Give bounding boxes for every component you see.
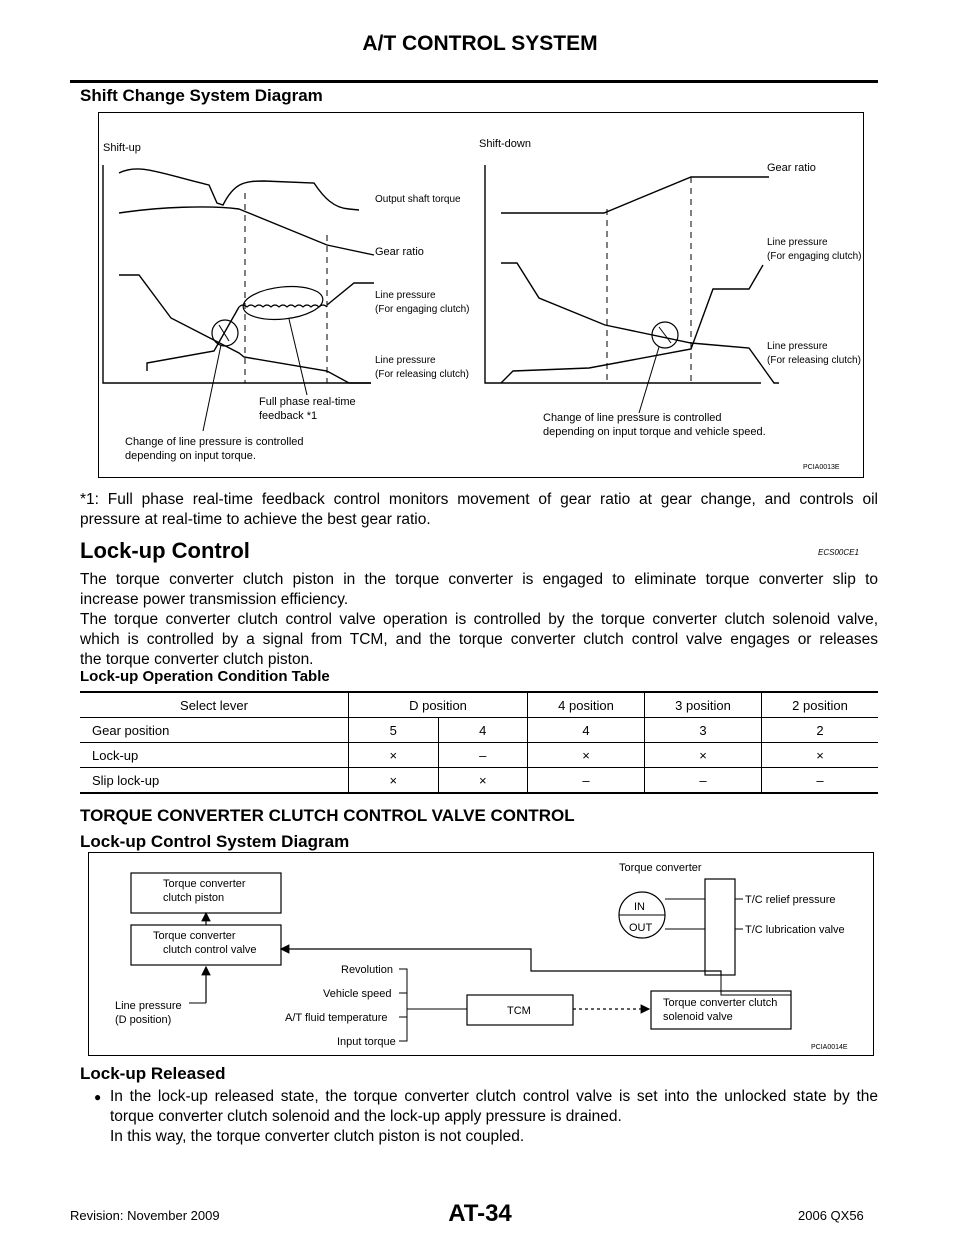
- header-rule: [70, 80, 878, 83]
- table-heading: Lock-up Operation Condition Table: [80, 668, 330, 685]
- lp-releasing-label-1: Line pressure: [375, 355, 436, 366]
- valve-label-2: clutch control valve: [163, 944, 257, 956]
- row-label: Lock-up: [80, 743, 349, 768]
- output-torque-label: Output shaft torque: [375, 194, 461, 205]
- page-title: A/T CONTROL SYSTEM: [362, 32, 598, 55]
- lubrication-label: T/C lubrication valve: [745, 924, 845, 936]
- header-d-position: D position: [349, 692, 528, 718]
- table-cell: –: [438, 743, 528, 768]
- table-cell: ×: [645, 743, 762, 768]
- feedback-label-1: Full phase real-time: [259, 396, 356, 408]
- footnote-line-1: *1: Full phase real-time feedback control monitors movement of gear ratio at gear change, and controls oil: [80, 491, 878, 508]
- released-heading: Lock-up Released: [80, 1064, 226, 1083]
- header-2-position: 2 position: [762, 692, 879, 718]
- vehicle-speed-label: Vehicle speed: [323, 988, 392, 1000]
- tcm-label: TCM: [507, 1005, 531, 1017]
- lockup-paragraphs: [80, 570, 878, 670]
- engaging-pressure-curve: [147, 307, 239, 371]
- table-cell: –: [645, 768, 762, 794]
- footnote: [80, 490, 878, 530]
- footer-model: 2006 QX56: [798, 1208, 864, 1223]
- right-axes: [485, 165, 761, 383]
- released-line-1: In the lock-up released state, the torque converter clutch control valve is set into the unlocked state by the: [110, 1088, 878, 1105]
- footer-page-number: AT-34: [448, 1200, 512, 1227]
- releasing-pressure-right-curve: [501, 263, 779, 383]
- table-row: [80, 768, 878, 794]
- feedback-label-2: feedback *1: [259, 410, 318, 422]
- output-torque-curve: [119, 169, 359, 210]
- tcc-heading: TORQUE CONVERTER CLUTCH CONTROL VALVE CONTROL: [80, 806, 575, 825]
- table-cell: 2: [762, 718, 879, 743]
- header-4-position: 4 position: [528, 692, 645, 718]
- para1-line2: increase power transmission efficiency.: [80, 591, 349, 608]
- table-cell: ×: [349, 768, 439, 794]
- fluid-temp-label: A/T fluid temperature: [285, 1012, 388, 1024]
- gear-ratio-right-label: Gear ratio: [767, 162, 816, 174]
- footnote-line-2: pressure at real-time to achieve the best gear ratio.: [80, 511, 431, 528]
- para2-line3: the torque converter clutch piston.: [80, 651, 314, 668]
- table-cell: ×: [438, 768, 528, 794]
- bullet-icon: ●: [94, 1090, 102, 1104]
- change-right-2: depending on input torque and vehicle speed.: [543, 426, 766, 438]
- gear-ratio-curve: [119, 207, 374, 255]
- solenoid-label-2: solenoid valve: [663, 1011, 733, 1023]
- lockup-heading: Lock-up Control: [80, 538, 250, 563]
- piston-label-2: clutch piston: [163, 892, 225, 904]
- shift-change-diagram: [98, 112, 864, 478]
- table-row: [80, 718, 878, 743]
- shift-diagram-heading: Shift Change System Diagram: [80, 86, 323, 105]
- row-label: Slip lock-up: [80, 768, 349, 794]
- lp-engaging-label-2: (For engaging clutch): [375, 304, 470, 315]
- line-pressure-label-2: (D position): [115, 1014, 172, 1026]
- torque-converter-label: Torque converter: [619, 862, 702, 874]
- engaging-pressure-right-curve: [501, 265, 763, 383]
- change-right-1: Change of line pressure is controlled: [543, 412, 722, 424]
- table-cell: –: [762, 768, 879, 794]
- lp-releasing-right-2: (For releasing clutch): [767, 355, 861, 366]
- gear-ratio-right-curve: [501, 177, 769, 213]
- change-left-1: Change of line pressure is controlled: [125, 436, 304, 448]
- lp-releasing-right-1: Line pressure: [767, 341, 828, 352]
- relief-label: T/C relief pressure: [745, 894, 836, 906]
- table-cell: ×: [528, 743, 645, 768]
- table-cell: 4: [438, 718, 528, 743]
- lp-engaging-label-1: Line pressure: [375, 290, 436, 301]
- row-label: Gear position: [80, 718, 349, 743]
- table-cell: 4: [528, 718, 645, 743]
- header-select-lever: Select lever: [80, 692, 349, 718]
- section-code: ECS00CE1: [818, 548, 859, 557]
- piston-label-1: Torque converter: [163, 878, 246, 890]
- lp-releasing-label-2: (For releasing clutch): [375, 369, 469, 380]
- para1-line1: The torque converter clutch piston in the torque converter is engaged to eliminate torque converter slip to: [80, 571, 878, 588]
- lockup-diagram-heading: Lock-up Control System Diagram: [80, 832, 350, 851]
- lockup-control-diagram: [88, 852, 874, 1056]
- table-cell: –: [528, 768, 645, 794]
- in-label: IN: [634, 901, 645, 913]
- released-line-2: torque converter clutch solenoid and the lock-up apply pressure is drained.: [110, 1108, 622, 1125]
- diagram-code: PCIA0014E: [811, 1044, 848, 1051]
- table-cell: 3: [645, 718, 762, 743]
- input-torque-label: Input torque: [337, 1036, 396, 1048]
- lp-engaging-right-1: Line pressure: [767, 237, 828, 248]
- valve-label-1: Torque converter: [153, 930, 236, 942]
- para2-line1: The torque converter clutch control valve operation is controlled by the torque converter clutch solenoid valve,: [80, 611, 878, 628]
- solenoid-label-1: Torque converter clutch: [663, 997, 778, 1009]
- engaging-pressure-tail: [327, 283, 374, 305]
- released-text: [110, 1087, 878, 1147]
- lp-engaging-right-2: (For engaging clutch): [767, 251, 862, 262]
- table-cell: ×: [349, 743, 439, 768]
- para2-line2: which is controlled by a signal from TCM, and the torque converter clutch control valve engages or releases: [80, 631, 878, 648]
- left-axes: [103, 165, 371, 383]
- footer-revision: Revision: November 2009: [70, 1208, 220, 1223]
- lockup-condition-table: [80, 691, 878, 794]
- table-row: [80, 743, 878, 768]
- gear-ratio-label: Gear ratio: [375, 246, 424, 258]
- shift-down-title: Shift-down: [479, 138, 531, 150]
- revolution-label: Revolution: [341, 964, 393, 976]
- table-cell: 5: [349, 718, 439, 743]
- line-pressure-label-1: Line pressure: [115, 1000, 182, 1012]
- header-3-position: 3 position: [645, 692, 762, 718]
- change-left-2: depending on input torque.: [125, 450, 256, 462]
- table-cell: ×: [762, 743, 879, 768]
- shift-up-title: Shift-up: [103, 142, 141, 154]
- figure-code: PCIA0013E: [803, 464, 840, 471]
- out-label: OUT: [629, 922, 653, 934]
- tc-solenoid-block: [705, 879, 735, 975]
- released-line-3: In this way, the torque converter clutch piston is not coupled.: [110, 1128, 525, 1145]
